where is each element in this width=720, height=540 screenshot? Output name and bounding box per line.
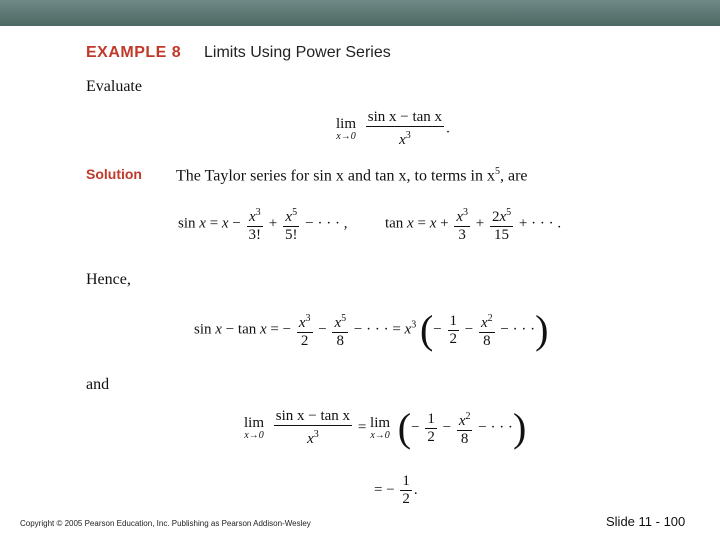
limit-operator: lim x→0 <box>336 116 357 142</box>
solution-label: Solution <box>86 166 142 182</box>
example-title: Limits Using Power Series <box>204 44 391 61</box>
evaluate-text: Evaluate <box>86 78 142 95</box>
copyright-text: Copyright © 2005 Pearson Education, Inc. Publishing as Pearson Addison-Wesley <box>20 519 311 528</box>
fraction: $\frac{\text{sin x − tan x}}{x^3}$ <box>367 109 443 148</box>
example-label: EXAMPLE 8 <box>86 44 182 61</box>
final-result: = − $\frac{1}{2}$ . <box>374 473 418 507</box>
difference-expansion: sin x − tan x = − $\frac{x^3}{2}$ − $\frac{x^5}{8}$ − · · · = $x^3$ (− $\frac{1}{2}$ − $\frac{x^2}{8}$ − · · ·) <box>194 307 549 352</box>
hence-text: Hence, <box>86 271 131 288</box>
top-banner <box>0 0 720 26</box>
slide-number: Slide 11 - 100 <box>606 514 686 529</box>
solution-text: The Taylor series for sin x and tan x, to terms in $x^5$, are <box>176 166 528 185</box>
limit-expression: lim x→0 $\frac{\text{sin x − tan x}}{x^3}$ . <box>336 109 450 148</box>
taylor-series: sin x = x − $\frac{x^3}{3!}$ + $\frac{x^5}{5!}$ − · · · , tan x = x + $\frac{x^3}{3}$ + $\frac{2x^5}{15}$ + · · · . <box>178 207 562 243</box>
final-limit: lim x→0 $\frac{\text{sin x − tan x}}{x^3}$ = lim x→0 (− $\frac{1}{2}$ − $\frac{x^2}{8}$ − · · ·) <box>244 405 527 450</box>
and-text: and <box>86 376 110 393</box>
